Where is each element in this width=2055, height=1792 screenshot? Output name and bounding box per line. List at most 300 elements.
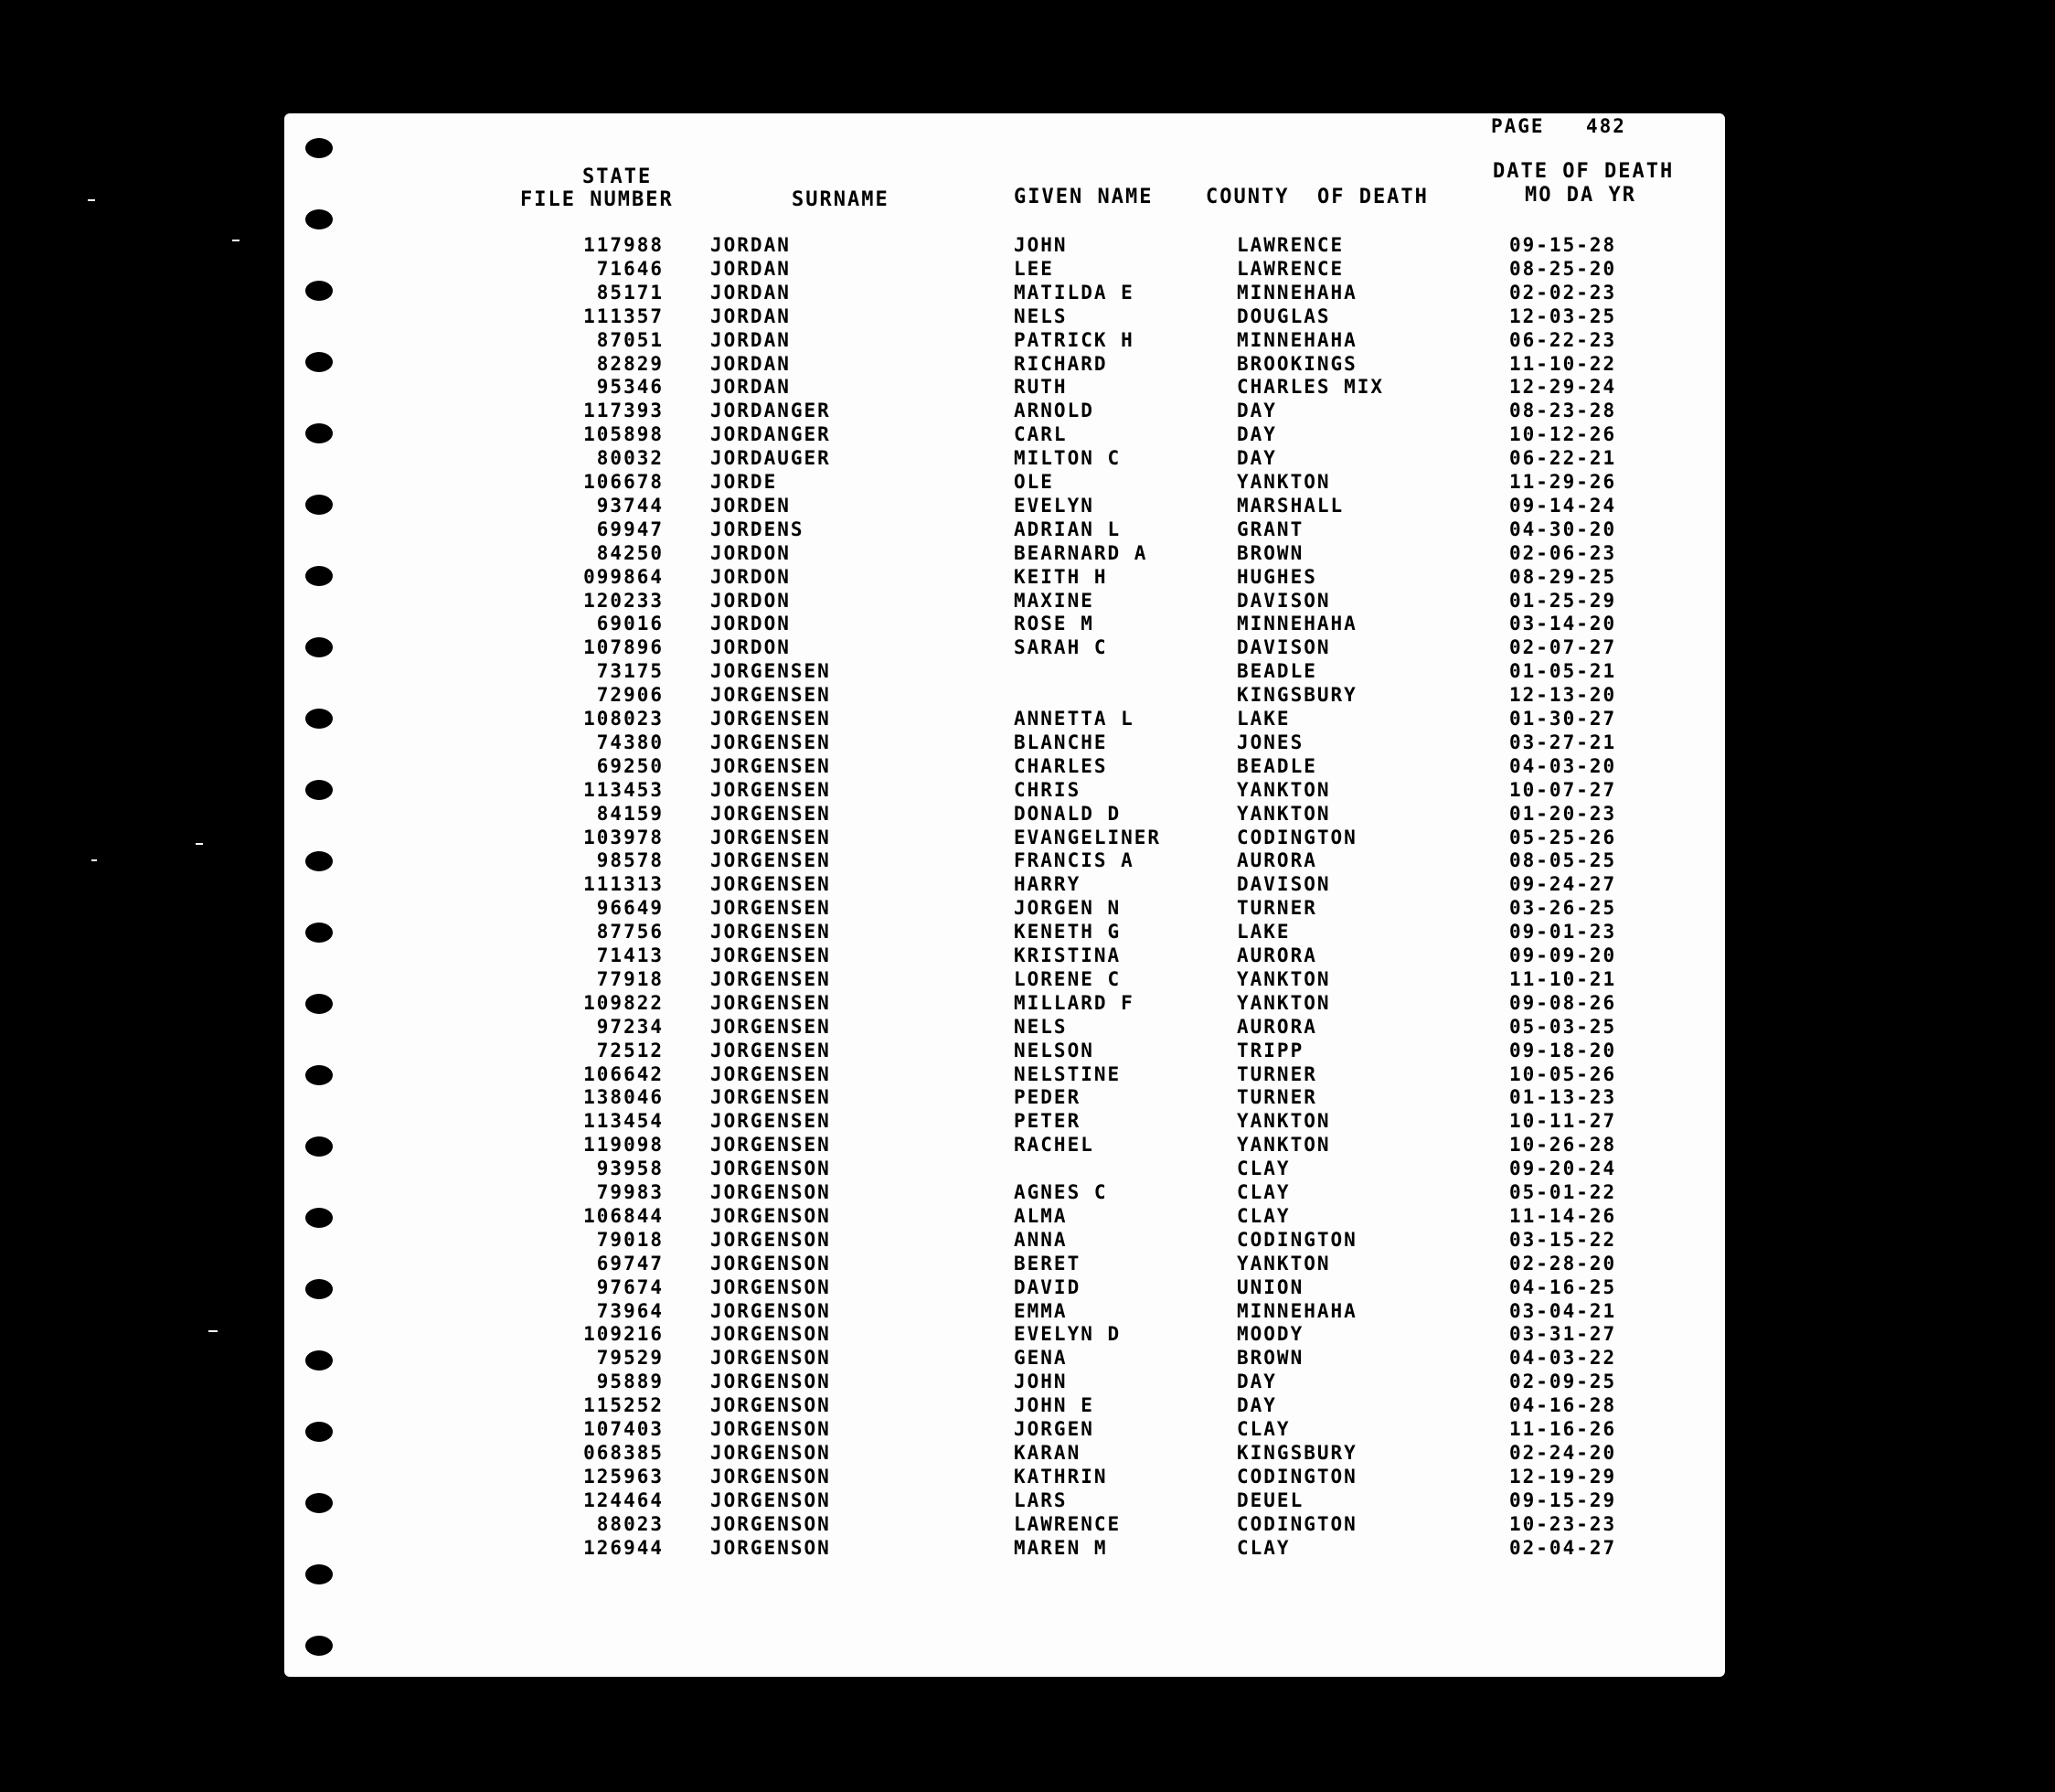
date-of-death: 08-23-28 xyxy=(1509,400,1617,421)
county-of-death: YANKTON xyxy=(1237,992,1331,1014)
file-number: 113453 xyxy=(583,779,664,801)
date-of-death: 06-22-23 xyxy=(1509,329,1617,351)
county-of-death: BROWN xyxy=(1237,542,1304,564)
surname: JORGENSEN xyxy=(710,1040,831,1061)
file-number: 109216 xyxy=(583,1323,664,1345)
given-name: NELSTINE xyxy=(1014,1063,1122,1085)
scan-speck xyxy=(208,1330,218,1332)
date-of-death: 01-20-23 xyxy=(1509,803,1617,825)
given-name: JORGEN N xyxy=(1014,897,1122,919)
given-name: JOHN xyxy=(1014,1371,1068,1392)
file-number: 103978 xyxy=(583,827,664,848)
file-number: 95889 xyxy=(596,1371,664,1392)
given-name: KARAN xyxy=(1014,1442,1081,1464)
given-name: MAXINE xyxy=(1014,590,1094,612)
date-of-death: 03-14-20 xyxy=(1509,613,1617,635)
file-number: 068385 xyxy=(583,1442,664,1464)
file-number: 106642 xyxy=(583,1063,664,1085)
county-of-death: DAVISON xyxy=(1237,873,1331,895)
county-of-death: YANKTON xyxy=(1237,779,1331,801)
binder-hole xyxy=(305,637,333,657)
file-number: 72512 xyxy=(596,1040,664,1061)
file-number: 73175 xyxy=(596,660,664,682)
surname: JORGENSEN xyxy=(710,660,831,682)
county-of-death: DAY xyxy=(1237,447,1277,469)
given-name: LORENE C xyxy=(1014,968,1122,990)
county-of-death: GRANT xyxy=(1237,518,1304,540)
county-of-death: DAY xyxy=(1237,400,1277,421)
date-of-death: 02-28-20 xyxy=(1509,1253,1617,1275)
given-name: NELS xyxy=(1014,305,1068,327)
binder-hole xyxy=(305,1350,333,1371)
surname: JORDON xyxy=(710,613,791,635)
date-of-death: 11-10-22 xyxy=(1509,353,1617,375)
surname: JORGENSON xyxy=(710,1394,831,1416)
surname: JORGENSON xyxy=(710,1537,831,1559)
county-of-death: TRIPP xyxy=(1237,1040,1304,1061)
county-of-death: AURORA xyxy=(1237,849,1317,871)
file-number: 108023 xyxy=(583,708,664,730)
county-of-death: LAWRENCE xyxy=(1237,234,1345,256)
date-of-death: 09-15-28 xyxy=(1509,234,1617,256)
surname: JORGENSEN xyxy=(710,755,831,777)
date-of-death: 09-14-24 xyxy=(1509,495,1617,517)
surname: JORGENSON xyxy=(710,1347,831,1369)
file-number: 109822 xyxy=(583,992,664,1014)
given-name: PEDER xyxy=(1014,1086,1081,1108)
given-name: LARS xyxy=(1014,1489,1068,1511)
surname: JORGENSEN xyxy=(710,1134,831,1156)
county-of-death: MINNEHAHA xyxy=(1237,329,1358,351)
page-number: 482 xyxy=(1586,115,1626,137)
file-number: 138046 xyxy=(583,1086,664,1108)
given-name: EVELYN D xyxy=(1014,1323,1122,1345)
date-of-death: 04-16-25 xyxy=(1509,1276,1617,1298)
date-of-death: 12-29-24 xyxy=(1509,376,1617,398)
date-of-death: 05-01-22 xyxy=(1509,1181,1617,1203)
file-number: 120233 xyxy=(583,590,664,612)
county-of-death: DAY xyxy=(1237,1371,1277,1392)
file-number: 71413 xyxy=(596,944,664,966)
given-name: BEARNARD A xyxy=(1014,542,1148,564)
county-of-death: DAY xyxy=(1237,423,1277,445)
date-of-death: 09-15-29 xyxy=(1509,1489,1617,1511)
county-of-death: BEADLE xyxy=(1237,660,1317,682)
binder-hole xyxy=(305,423,333,443)
date-of-death: 12-03-25 xyxy=(1509,305,1617,327)
given-name: AGNES C xyxy=(1014,1181,1108,1203)
surname: JORDAN xyxy=(710,329,791,351)
file-number: 119098 xyxy=(583,1134,664,1156)
surname: JORDAN xyxy=(710,258,791,280)
file-number: 107896 xyxy=(583,636,664,658)
county-of-death: MINNEHAHA xyxy=(1237,613,1358,635)
given-name: EVANGELINER xyxy=(1014,827,1162,848)
date-of-death: 02-04-27 xyxy=(1509,1537,1617,1559)
county-of-death: TURNER xyxy=(1237,1086,1317,1108)
county-of-death: CODINGTON xyxy=(1237,1513,1358,1535)
county-of-death: YANKTON xyxy=(1237,1110,1331,1132)
surname: JORGENSON xyxy=(710,1489,831,1511)
binder-hole xyxy=(305,352,333,372)
date-of-death: 10-07-27 xyxy=(1509,779,1617,801)
given-name: KEITH H xyxy=(1014,566,1108,588)
given-name: DAVID xyxy=(1014,1276,1081,1298)
surname: JORGENSON xyxy=(710,1466,831,1488)
surname: JORDAN xyxy=(710,234,791,256)
given-name: GENA xyxy=(1014,1347,1068,1369)
binder-hole xyxy=(305,994,333,1014)
date-of-death: 04-30-20 xyxy=(1509,518,1617,540)
file-number: 95346 xyxy=(596,376,664,398)
file-number: 93744 xyxy=(596,495,664,517)
date-of-death: 11-29-26 xyxy=(1509,471,1617,493)
binder-hole xyxy=(305,923,333,943)
date-of-death: 05-03-25 xyxy=(1509,1016,1617,1038)
county-of-death: MINNEHAHA xyxy=(1237,1300,1358,1322)
surname: JORGENSON xyxy=(710,1157,831,1179)
given-name: RACHEL xyxy=(1014,1134,1094,1156)
surname: JORGENSON xyxy=(710,1276,831,1298)
given-name: MATILDA E xyxy=(1014,282,1134,304)
date-of-death: 10-11-27 xyxy=(1509,1110,1617,1132)
binder-hole xyxy=(305,1493,333,1513)
date-of-death: 02-09-25 xyxy=(1509,1371,1617,1392)
given-name: JORGEN xyxy=(1014,1418,1094,1440)
county-of-death: AURORA xyxy=(1237,944,1317,966)
scan-speck xyxy=(91,859,97,861)
binder-hole xyxy=(305,1208,333,1228)
surname: JORDAN xyxy=(710,282,791,304)
date-of-death: 11-14-26 xyxy=(1509,1205,1617,1227)
surname: JORGENSON xyxy=(710,1300,831,1322)
given-name: OLE xyxy=(1014,471,1054,493)
file-number: 96649 xyxy=(596,897,664,919)
given-name: MILLARD F xyxy=(1014,992,1134,1014)
given-name: PATRICK H xyxy=(1014,329,1134,351)
file-number: 77918 xyxy=(596,968,664,990)
date-of-death: 09-01-23 xyxy=(1509,921,1617,943)
county-of-death: LAKE xyxy=(1237,921,1291,943)
surname: JORGENSEN xyxy=(710,684,831,706)
given-name: ARNOLD xyxy=(1014,400,1094,421)
date-of-death: 08-25-20 xyxy=(1509,258,1617,280)
county-of-death: YANKTON xyxy=(1237,471,1331,493)
file-number: 113454 xyxy=(583,1110,664,1132)
county-of-death: CLAY xyxy=(1237,1181,1291,1203)
county-of-death: BEADLE xyxy=(1237,755,1317,777)
file-number: 115252 xyxy=(583,1394,664,1416)
given-name: CHRIS xyxy=(1014,779,1081,801)
file-number: 84250 xyxy=(596,542,664,564)
file-number: 98578 xyxy=(596,849,664,871)
file-number: 73964 xyxy=(596,1300,664,1322)
binder-hole xyxy=(305,209,333,229)
file-number: 72906 xyxy=(596,684,664,706)
date-of-death: 12-13-20 xyxy=(1509,684,1617,706)
county-of-death: DEUEL xyxy=(1237,1489,1304,1511)
county-of-death: CLAY xyxy=(1237,1537,1291,1559)
given-name: ANNETTA L xyxy=(1014,708,1134,730)
date-of-death: 02-07-27 xyxy=(1509,636,1617,658)
county-of-death: TURNER xyxy=(1237,1063,1317,1085)
surname: JORGENSEN xyxy=(710,1110,831,1132)
file-number: 71646 xyxy=(596,258,664,280)
date-of-death: 04-16-28 xyxy=(1509,1394,1617,1416)
file-number: 111357 xyxy=(583,305,664,327)
date-of-death: 01-30-27 xyxy=(1509,708,1617,730)
header-date-line1: DATE OF DEATH xyxy=(1493,160,1675,183)
given-name: EVELYN xyxy=(1014,495,1094,517)
file-number: 80032 xyxy=(596,447,664,469)
file-number: 117988 xyxy=(583,234,664,256)
surname: JORDAUGER xyxy=(710,447,831,469)
given-name: PETER xyxy=(1014,1110,1081,1132)
date-of-death: 09-09-20 xyxy=(1509,944,1617,966)
binder-hole xyxy=(305,1136,333,1157)
date-of-death: 06-22-21 xyxy=(1509,447,1617,469)
given-name: ADRIAN L xyxy=(1014,518,1122,540)
surname: JORGENSEN xyxy=(710,944,831,966)
ledger-page xyxy=(284,113,1725,1677)
page-label: PAGE xyxy=(1491,115,1545,137)
county-of-death: KINGSBURY xyxy=(1237,1442,1358,1464)
date-of-death: 12-19-29 xyxy=(1509,1466,1617,1488)
file-number: 87051 xyxy=(596,329,664,351)
given-name: NELS xyxy=(1014,1016,1068,1038)
date-of-death: 02-06-23 xyxy=(1509,542,1617,564)
surname: JORDAN xyxy=(710,376,791,398)
surname: JORDEN xyxy=(710,495,791,517)
file-number: 111313 xyxy=(583,873,664,895)
surname: JORGENSON xyxy=(710,1418,831,1440)
file-number: 97674 xyxy=(596,1276,664,1298)
file-number: 79529 xyxy=(596,1347,664,1369)
date-of-death: 03-15-22 xyxy=(1509,1229,1617,1251)
surname: JORGENSEN xyxy=(710,731,831,753)
given-name: MAREN M xyxy=(1014,1537,1108,1559)
surname: JORGENSON xyxy=(710,1371,831,1392)
surname: JORGENSEN xyxy=(710,849,831,871)
file-number: 117393 xyxy=(583,400,664,421)
surname: JORGENSEN xyxy=(710,827,831,848)
date-of-death: 04-03-22 xyxy=(1509,1347,1617,1369)
date-of-death: 08-29-25 xyxy=(1509,566,1617,588)
file-number: 85171 xyxy=(596,282,664,304)
county-of-death: MOODY xyxy=(1237,1323,1304,1345)
given-name: FRANCIS A xyxy=(1014,849,1134,871)
surname: JORGENSON xyxy=(710,1513,831,1535)
surname: JORDON xyxy=(710,542,791,564)
county-of-death: TURNER xyxy=(1237,897,1317,919)
given-name: CARL xyxy=(1014,423,1068,445)
file-number: 79983 xyxy=(596,1181,664,1203)
file-number: 74380 xyxy=(596,731,664,753)
surname: JORGENSEN xyxy=(710,921,831,943)
header-given-name: GIVEN NAME xyxy=(1014,186,1154,208)
county-of-death: CLAY xyxy=(1237,1157,1291,1179)
county-of-death: CODINGTON xyxy=(1237,827,1358,848)
file-number: 107403 xyxy=(583,1418,664,1440)
surname: JORDAN xyxy=(710,353,791,375)
binder-hole xyxy=(305,709,333,729)
given-name: RUTH xyxy=(1014,376,1068,398)
given-name: LAWRENCE xyxy=(1014,1513,1122,1535)
given-name: JOHN E xyxy=(1014,1394,1094,1416)
date-of-death: 09-20-24 xyxy=(1509,1157,1617,1179)
file-number: 84159 xyxy=(596,803,664,825)
county-of-death: DAVISON xyxy=(1237,590,1331,612)
surname: JORGENSON xyxy=(710,1253,831,1275)
scan-speck xyxy=(196,843,203,845)
given-name: BERET xyxy=(1014,1253,1081,1275)
surname: JORGENSEN xyxy=(710,897,831,919)
date-of-death: 02-02-23 xyxy=(1509,282,1617,304)
surname: JORGENSEN xyxy=(710,873,831,895)
county-of-death: YANKTON xyxy=(1237,803,1331,825)
file-number: 106678 xyxy=(583,471,664,493)
date-of-death: 10-05-26 xyxy=(1509,1063,1617,1085)
binder-hole xyxy=(305,495,333,515)
file-number: 69250 xyxy=(596,755,664,777)
county-of-death: HUGHES xyxy=(1237,566,1317,588)
surname: JORGENSON xyxy=(710,1323,831,1345)
county-of-death: DAY xyxy=(1237,1394,1277,1416)
county-of-death: BROOKINGS xyxy=(1237,353,1358,375)
date-of-death: 10-23-23 xyxy=(1509,1513,1617,1535)
surname: JORGENSON xyxy=(710,1205,831,1227)
given-name: MILTON C xyxy=(1014,447,1122,469)
date-of-death: 11-16-26 xyxy=(1509,1418,1617,1440)
given-name: CHARLES xyxy=(1014,755,1108,777)
county-of-death: LAKE xyxy=(1237,708,1291,730)
header-surname: SURNAME xyxy=(792,188,889,211)
county-of-death: CHARLES MIX xyxy=(1237,376,1385,398)
county-of-death: DAVISON xyxy=(1237,636,1331,658)
date-of-death: 04-03-20 xyxy=(1509,755,1617,777)
surname: JORGENSEN xyxy=(710,803,831,825)
county-of-death: CODINGTON xyxy=(1237,1466,1358,1488)
date-of-death: 01-25-29 xyxy=(1509,590,1617,612)
surname: JORDENS xyxy=(710,518,804,540)
given-name: HARRY xyxy=(1014,873,1081,895)
given-name: ANNA xyxy=(1014,1229,1068,1251)
given-name: SARAH C xyxy=(1014,636,1108,658)
surname: JORDON xyxy=(710,590,791,612)
date-of-death: 10-12-26 xyxy=(1509,423,1617,445)
given-name: BLANCHE xyxy=(1014,731,1108,753)
surname: JORDANGER xyxy=(710,400,831,421)
header-county: COUNTY OF DEATH xyxy=(1206,186,1429,208)
header-date-line2: MO DA YR xyxy=(1525,184,1636,207)
scan-speck xyxy=(88,199,95,201)
given-name: KENETH G xyxy=(1014,921,1122,943)
surname: JORDAN xyxy=(710,305,791,327)
surname: JORGENSEN xyxy=(710,1016,831,1038)
given-name: RICHARD xyxy=(1014,353,1108,375)
binder-hole xyxy=(305,1636,333,1656)
binder-hole xyxy=(305,1422,333,1442)
date-of-death: 09-08-26 xyxy=(1509,992,1617,1014)
file-number: 125963 xyxy=(583,1466,664,1488)
county-of-death: MARSHALL xyxy=(1237,495,1345,517)
county-of-death: YANKTON xyxy=(1237,1134,1331,1156)
county-of-death: AURORA xyxy=(1237,1016,1317,1038)
given-name: EMMA xyxy=(1014,1300,1068,1322)
surname: JORDON xyxy=(710,636,791,658)
county-of-death: MINNEHAHA xyxy=(1237,282,1358,304)
binder-hole xyxy=(305,1065,333,1085)
scan-speck xyxy=(232,240,240,241)
file-number: 106844 xyxy=(583,1205,664,1227)
binder-hole xyxy=(305,1279,333,1299)
given-name: KATHRIN xyxy=(1014,1466,1108,1488)
surname: JORGENSEN xyxy=(710,992,831,1014)
date-of-death: 03-04-21 xyxy=(1509,1300,1617,1322)
county-of-death: LAWRENCE xyxy=(1237,258,1345,280)
date-of-death: 10-26-28 xyxy=(1509,1134,1617,1156)
county-of-death: YANKTON xyxy=(1237,968,1331,990)
binder-hole xyxy=(305,138,333,158)
binder-hole xyxy=(305,1564,333,1584)
surname: JORGENSEN xyxy=(710,1063,831,1085)
given-name: JOHN xyxy=(1014,234,1068,256)
county-of-death: DOUGLAS xyxy=(1237,305,1331,327)
surname: JORDON xyxy=(710,566,791,588)
county-of-death: CLAY xyxy=(1237,1205,1291,1227)
surname: JORDE xyxy=(710,471,778,493)
file-number: 69016 xyxy=(596,613,664,635)
date-of-death: 03-26-25 xyxy=(1509,897,1617,919)
surname: JORGENSON xyxy=(710,1442,831,1464)
given-name: ROSE M xyxy=(1014,613,1094,635)
file-number: 105898 xyxy=(583,423,664,445)
file-number: 82829 xyxy=(596,353,664,375)
surname: JORGENSEN xyxy=(710,779,831,801)
county-of-death: YANKTON xyxy=(1237,1253,1331,1275)
surname: JORGENSEN xyxy=(710,1086,831,1108)
date-of-death: 02-24-20 xyxy=(1509,1442,1617,1464)
date-of-death: 05-25-26 xyxy=(1509,827,1617,848)
county-of-death: BROWN xyxy=(1237,1347,1304,1369)
given-name: ALMA xyxy=(1014,1205,1068,1227)
surname: JORGENSEN xyxy=(710,708,831,730)
county-of-death: KINGSBURY xyxy=(1237,684,1358,706)
date-of-death: 03-31-27 xyxy=(1509,1323,1617,1345)
binder-hole xyxy=(305,566,333,586)
file-number: 124464 xyxy=(583,1489,664,1511)
given-name: KRISTINA xyxy=(1014,944,1122,966)
given-name: DONALD D xyxy=(1014,803,1122,825)
file-number: 099864 xyxy=(583,566,664,588)
date-of-death: 03-27-21 xyxy=(1509,731,1617,753)
surname: JORGENSEN xyxy=(710,968,831,990)
binder-hole xyxy=(305,281,333,301)
date-of-death: 11-10-21 xyxy=(1509,968,1617,990)
date-of-death: 01-05-21 xyxy=(1509,660,1617,682)
date-of-death: 08-05-25 xyxy=(1509,849,1617,871)
county-of-death: CODINGTON xyxy=(1237,1229,1358,1251)
given-name: LEE xyxy=(1014,258,1054,280)
file-number: 69947 xyxy=(596,518,664,540)
county-of-death: JONES xyxy=(1237,731,1304,753)
county-of-death: CLAY xyxy=(1237,1418,1291,1440)
header-file-line2: FILE NUMBER xyxy=(520,188,674,211)
surname: JORGENSON xyxy=(710,1229,831,1251)
file-number: 87756 xyxy=(596,921,664,943)
file-number: 79018 xyxy=(596,1229,664,1251)
given-name: NELSON xyxy=(1014,1040,1094,1061)
